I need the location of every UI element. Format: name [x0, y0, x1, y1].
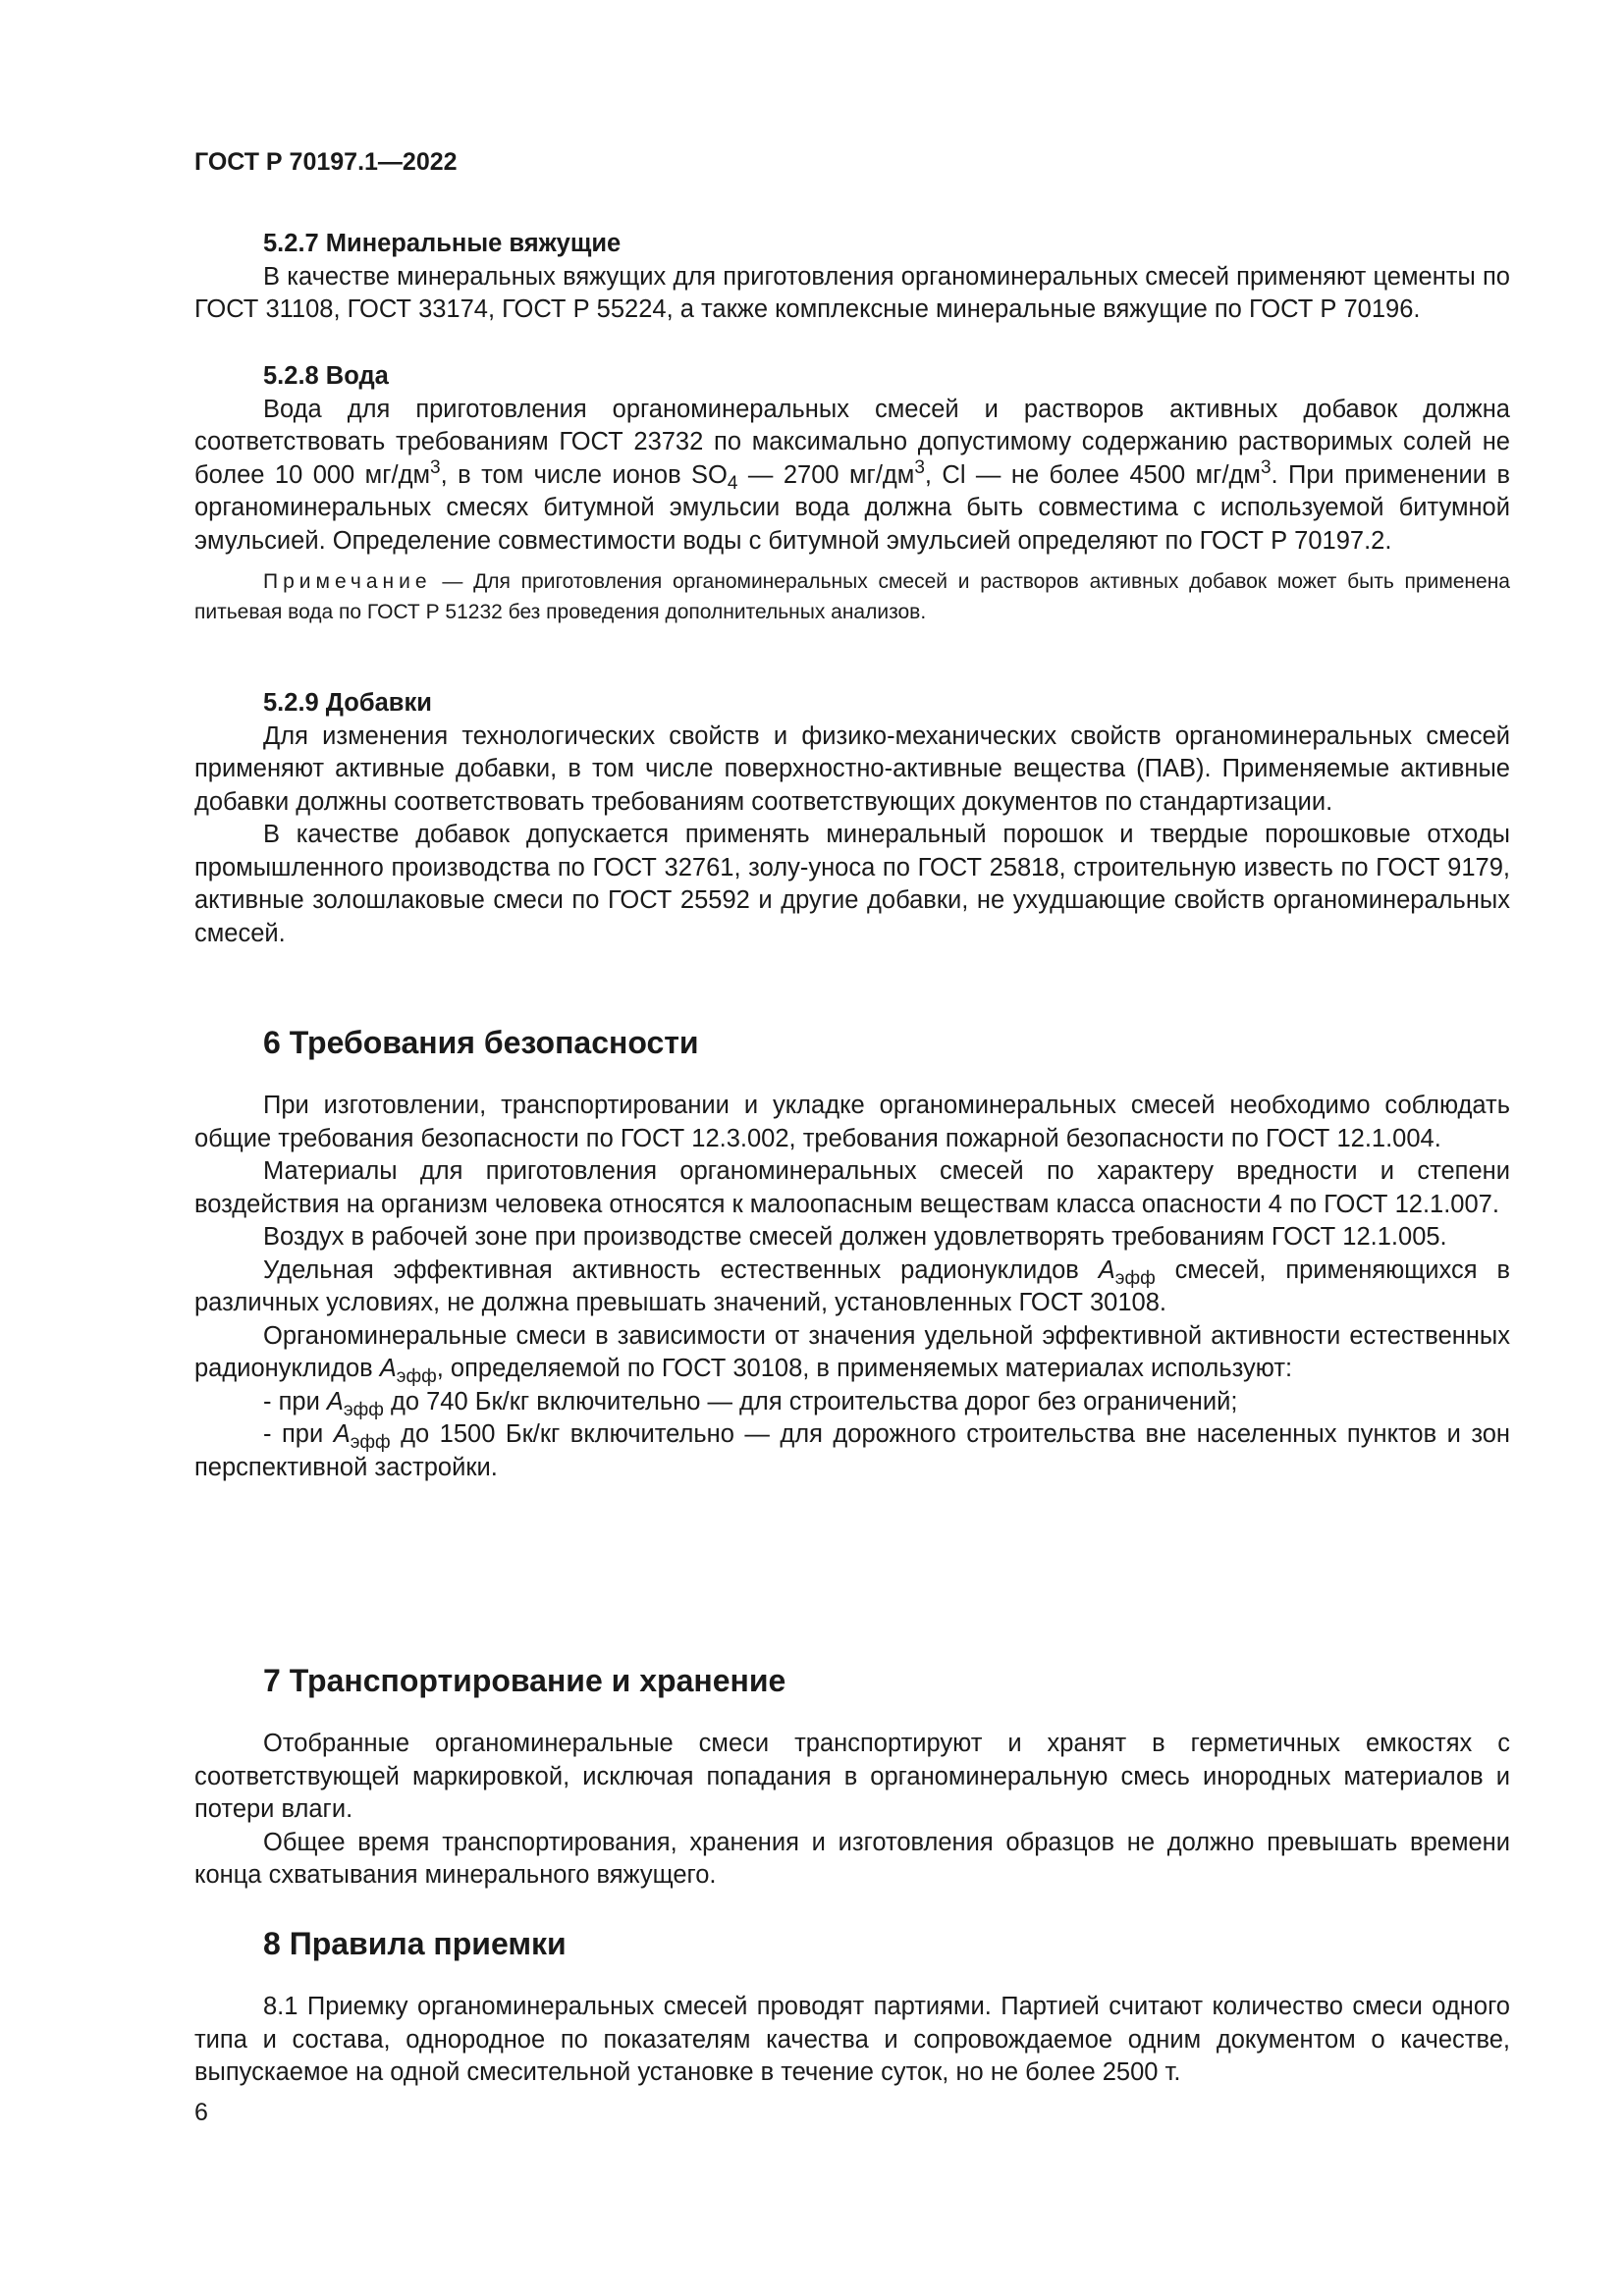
- document-id-header: ГОСТ Р 70197.1—2022: [194, 148, 458, 176]
- section-5-2-9-paragraph-2: В качестве добавок допускается применять минеральный порошок и твердые порошковые отходы промышленного производства по ГОСТ 32761, золу-уноса по ГОСТ 25818, строительную известь по ГОСТ 9179, активные золошлаковые смеси по ГОСТ 25592 и другие добавки, не ухудшающие свойств органоминеральных смесей.: [194, 821, 1510, 947]
- section-7-heading: 7 Транспортирование и хранение: [263, 1663, 786, 1698]
- section-5-2-9-paragraph-1: Для изменения технологических свойств и физико-механических свойств органоминеральных смесей применяют активные добавки, в том числе поверхностно-активные вещества (ПАВ). Применяемые активные добавки должны соответствовать требованиям соответствующих документов по стандартизации.: [194, 721, 1510, 816]
- water-note: [194, 566, 1510, 627]
- section-7: [194, 1661, 1510, 1893]
- note-text: — Для приготовления органоминеральных смесей и растворов активных добавок может быть применена питьевая вода по ГОСТ Р 51232 без проведения дополнительных анализов.: [194, 570, 1510, 623]
- section-6: [194, 1023, 1510, 1484]
- section-5-2-7-heading: 5.2.7 Минеральные вяжущие: [263, 230, 622, 257]
- section-5-2-9: [194, 687, 1510, 950]
- section-7-paragraph-1: Отобранные органоминеральные смеси транспортируют и хранят в герметичных емкостях с соответствующей маркировкой, исключая попадания в органоминеральную смесь инородных материалов и потери влаги.: [194, 1730, 1510, 1823]
- section-5-2-8-paragraph: Вода для приготовления органоминеральных смесей и растворов активных добавок должна соответствовать требованиям ГОСТ 23732 по максимально допустимому содержанию растворимых солей не более 10 000 $мг/дм^3$, в том числе ионов $SO_4$ — 2700 $мг/дм^3$, Cl — не более 4500 $мг/дм^3$. При применении в органоминеральных смесях битумной эмульсии вода должна быть совместима с используемой битумной эмульсией. Определение совместимости воды с битумной эмульсией определяют по ГОСТ Р 70197.2.: [194, 395, 1510, 555]
- section-8: [194, 1924, 1510, 2090]
- section-5-2-7-paragraph: В качестве минеральных вяжущих для приготовления органоминеральных смесей применяют цементы по ГОСТ 31108, ГОСТ 33174, ГОСТ Р 55224, а также комплексные минеральные вяжущие по ГОСТ Р 70196.: [194, 262, 1510, 323]
- section-5-2-8: [194, 360, 1510, 627]
- section-6-paragraph-3: Воздух в рабочей зоне при производстве смесей должен удовлетворять требованиям ГОСТ 12.1.005.: [263, 1223, 1447, 1251]
- note-label: Примечание: [263, 570, 432, 593]
- section-6-paragraph-5: Органоминеральные смеси в зависимости от значения удельной эффективной активности естественных радионуклидов $A_{эфф}$, определяемой по ГОСТ 30108, в применяемых материалах используют:: [194, 1321, 1510, 1387]
- page-number: 6: [194, 2099, 208, 2126]
- section-8-paragraph-1: 8.1 Приемку органоминеральных смесей проводят партиями. Партией считают количество смеси одного типа и состава, однородное по показателям качества и сопровождаемое одним документом о качестве, выпускаемое на одной смесительной установке в течение суток, но не более 2500 т.: [194, 1993, 1510, 2086]
- section-6-paragraph-2: Материалы для приготовления органоминеральных смесей по характеру вредности и степени воздействия на организм человека относятся к малоопасным веществам класса опасности 4 по ГОСТ 12.1.007.: [194, 1157, 1510, 1218]
- section-6-paragraph-4: Удельная эффективная активность естественных радионуклидов $A_{эфф}$ смесей, применяющихся в различных условиях, не должна превышать значений, установленных ГОСТ 30108.: [194, 1255, 1511, 1316]
- section-8-heading: 8 Правила приемки: [263, 1926, 567, 1961]
- section-7-paragraph-2: Общее время транспортирования, хранения и изготовления образцов не должно превышать времени конца схватывания минерального вяжущего.: [194, 1828, 1510, 1889]
- list-item: - при $A_{эфф}$ до 1500 Бк/кг включительно — для дорожного строительства вне населенных пунктов и зон перспективной застройки.: [194, 1420, 1510, 1481]
- section-5-2-9-heading: 5.2.9 Добавки: [263, 689, 432, 717]
- section-5-2-7: [194, 228, 1510, 327]
- section-6-heading: 6 Требования безопасности: [263, 1025, 699, 1060]
- section-5-2-8-heading: 5.2.8 Вода: [263, 362, 389, 390]
- list-item: - при $A_{эфф}$ до 740 Бк/кг включительно — для строительства дорог без ограничений;: [263, 1387, 1238, 1420]
- section-6-paragraph-1: При изготовлении, транспортировании и укладке органоминеральных смесей необходимо соблюдать общие требования безопасности по ГОСТ 12.3.002, требования пожарной безопасности по ГОСТ 12.1.004.: [194, 1092, 1510, 1152]
